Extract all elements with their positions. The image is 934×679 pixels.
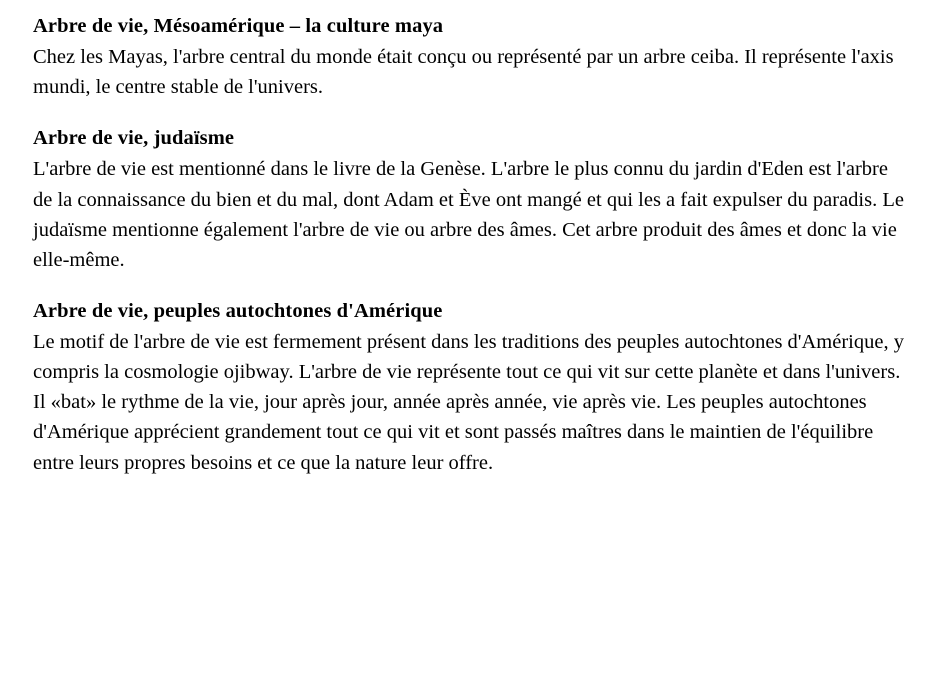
document-section [33, 12, 904, 102]
document-section [33, 124, 904, 275]
section-heading: Arbre de vie, Mésoamérique – la culture maya [33, 15, 444, 37]
section-heading: Arbre de vie, peuples autochtones d'Amérique [33, 299, 443, 322]
document-section [33, 297, 904, 478]
section-heading: Arbre de vie, judaïsme [33, 127, 235, 150]
section-body: Le motif de l'arbre de vie est fermement présent dans les traditions des peuples autochtones d'Amérique, y compris la cosmologie ojibway. L'arbre de vie représente tout ce qui vit sur cette planète et dans l'univers. Il «bat» le rythme de la vie, jour après jour, année après année, vie après vie. Les peuples autochtones d'Amérique apprécient grandement tout ce qui vit et sont passés maîtres dans le maintien de l'équilibre entre leurs propres besoins et ce que la nature leur offre. [33, 331, 904, 474]
section-body: Chez les Mayas, l'arbre central du monde était conçu ou représenté par un arbre ceiba. Il représente l'axis mundi, le centre stable de l'univers. [33, 46, 894, 99]
section-body: L'arbre de vie est mentionné dans le livre de la Genèse. L'arbre le plus connu du jardin d'Eden est l'arbre de la connaissance du bien et du mal, dont Adam et Ève ont mangé et qui les a fait expulser du paradis. Le judaïsme mentionne également l'arbre de vie ou arbre des âmes. Cet arbre produit des âmes et donc la vie elle-même. [33, 158, 904, 271]
